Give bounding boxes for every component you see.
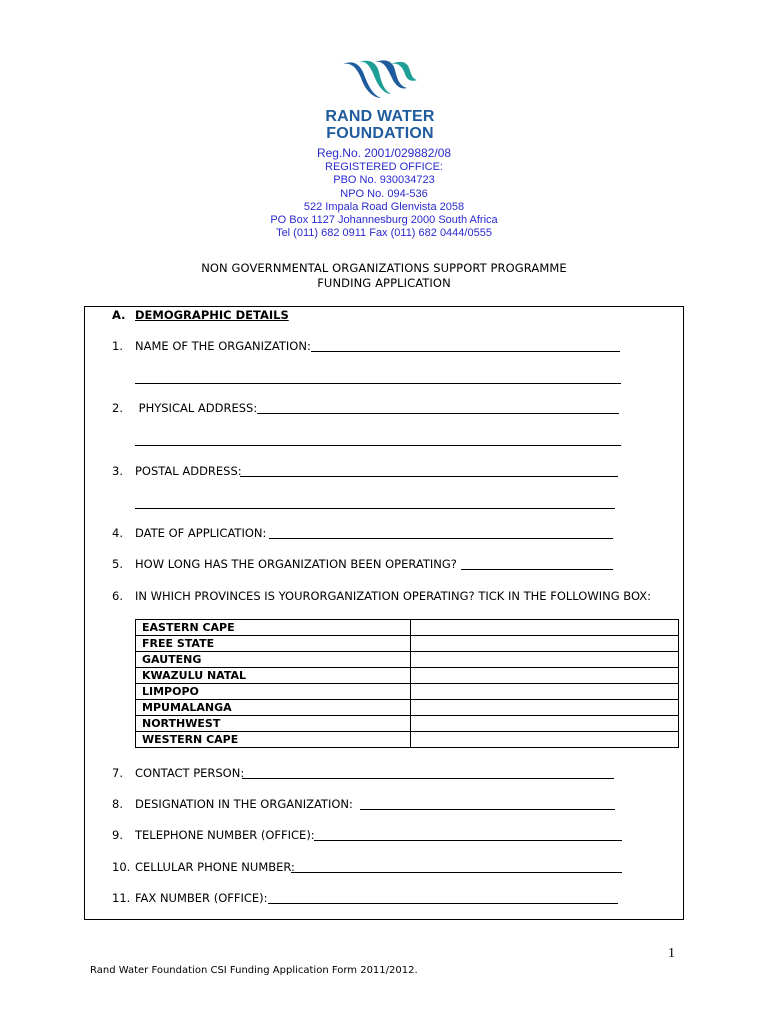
date-of-application-field[interactable] <box>269 538 613 539</box>
province-tick-box[interactable] <box>411 700 679 716</box>
telephone-office-field[interactable] <box>314 840 622 841</box>
province-name: MPUMALANGA <box>136 700 411 716</box>
table-row <box>136 700 679 716</box>
cellular-phone-field[interactable] <box>291 872 622 873</box>
province-tick-box[interactable] <box>411 684 679 700</box>
question-label: CONTACT PERSON: <box>135 766 245 780</box>
rand-water-foundation-logo <box>320 58 440 142</box>
question-label: FAX NUMBER (OFFICE): <box>135 891 268 905</box>
postal-address-field[interactable] <box>240 476 618 477</box>
logo-text-line2: FOUNDATION <box>326 125 434 142</box>
npo-number: NPO No. 094-536 <box>340 187 428 200</box>
table-row <box>136 620 679 636</box>
question-8 <box>112 797 353 811</box>
postal-address-field-line2[interactable] <box>135 508 615 509</box>
section-title-text: DEMOGRAPHIC DETAILS <box>135 308 289 322</box>
organization-name-field[interactable] <box>311 351 620 352</box>
table-row <box>136 716 679 732</box>
question-label: HOW LONG HAS THE ORGANIZATION BEEN OPERATING? <box>135 557 457 571</box>
question-label: NAME OF THE ORGANIZATION: <box>135 339 311 353</box>
province-tick-box[interactable] <box>411 732 679 748</box>
question-11 <box>112 891 268 905</box>
province-name: KWAZULU NATAL <box>136 668 411 684</box>
telephone-fax: Tel (011) 682 0911 Fax (011) 682 0444/0555 <box>276 227 492 240</box>
province-tick-box[interactable] <box>411 636 679 652</box>
section-letter: A. <box>112 308 126 322</box>
page-number: 1 <box>668 946 675 961</box>
registered-office-label: REGISTERED OFFICE: <box>325 161 443 173</box>
water-waves-icon <box>341 58 419 102</box>
table-row <box>136 668 679 684</box>
table-row <box>136 732 679 748</box>
question-2 <box>112 401 257 415</box>
question-number: 6. <box>112 589 123 603</box>
po-box: PO Box 1127 Johannesburg 2000 South Africa <box>270 214 498 227</box>
question-number: 4. <box>112 526 123 540</box>
province-name: GAUTENG <box>136 652 411 668</box>
registration-number: Reg.No. 2001/029882/08 <box>316 146 452 160</box>
question-label: POSTAL ADDRESS: <box>135 464 242 478</box>
question-3 <box>112 464 242 478</box>
question-number: 9. <box>112 828 123 842</box>
street-address: 522 Impala Road Glenvista 2058 <box>303 200 465 213</box>
organization-name-field-line2[interactable] <box>135 383 621 384</box>
question-number: 11. <box>112 891 131 905</box>
question-4 <box>112 526 266 540</box>
province-tick-box[interactable] <box>411 668 679 684</box>
question-label: DESIGNATION IN THE ORGANIZATION: <box>135 797 353 811</box>
funding-application-heading: FUNDING APPLICATION <box>317 276 451 290</box>
question-number: 7. <box>112 766 123 780</box>
question-number: 2. <box>112 401 123 415</box>
province-tick-box[interactable] <box>411 620 679 636</box>
province-name: EASTERN CAPE <box>136 620 411 636</box>
question-label: IN WHICH PROVINCES IS YOURORGANIZATION OPERATING? TICK IN THE FOLLOWING BOX: <box>135 589 652 603</box>
province-name: WESTERN CAPE <box>136 732 411 748</box>
question-label: PHYSICAL ADDRESS: <box>135 401 258 415</box>
question-5 <box>112 557 457 571</box>
question-number: 8. <box>112 797 123 811</box>
pbo-number: PBO No. 930034723 <box>333 174 435 187</box>
table-row <box>136 636 679 652</box>
provinces-table <box>135 619 679 748</box>
question-label: CELLULAR PHONE NUMBER: <box>135 860 295 874</box>
programme-heading: NON GOVERNMENTAL ORGANIZATIONS SUPPORT PROGRAMME <box>201 261 567 275</box>
operating-duration-field[interactable] <box>461 569 613 570</box>
contact-person-field[interactable] <box>242 778 614 779</box>
footer-text: Rand Water Foundation CSI Funding Application Form 2011/2012. <box>90 965 418 976</box>
question-number: 10. <box>112 860 131 874</box>
question-number: 3. <box>112 464 123 478</box>
question-label: TELEPHONE NUMBER (OFFICE): <box>135 828 315 842</box>
question-number: 5. <box>112 557 123 571</box>
question-number: 1. <box>112 339 123 353</box>
question-10 <box>112 860 295 874</box>
physical-address-field[interactable] <box>257 413 619 414</box>
province-name: LIMPOPO <box>136 684 411 700</box>
physical-address-field-line2[interactable] <box>135 445 621 446</box>
question-6 <box>112 589 651 603</box>
question-7 <box>112 766 244 780</box>
question-1 <box>112 339 311 353</box>
section-title <box>112 308 289 322</box>
fax-office-field[interactable] <box>268 903 618 904</box>
province-name: FREE STATE <box>136 636 411 652</box>
address-block <box>190 146 578 241</box>
province-tick-box[interactable] <box>411 716 679 732</box>
table-row <box>136 684 679 700</box>
province-name: NORTHWEST <box>136 716 411 732</box>
province-tick-box[interactable] <box>411 652 679 668</box>
question-label: DATE OF APPLICATION: <box>135 526 267 540</box>
logo-text-line1: RAND WATER <box>325 108 435 125</box>
table-row <box>136 652 679 668</box>
designation-field[interactable] <box>360 809 615 810</box>
question-9 <box>112 828 315 842</box>
